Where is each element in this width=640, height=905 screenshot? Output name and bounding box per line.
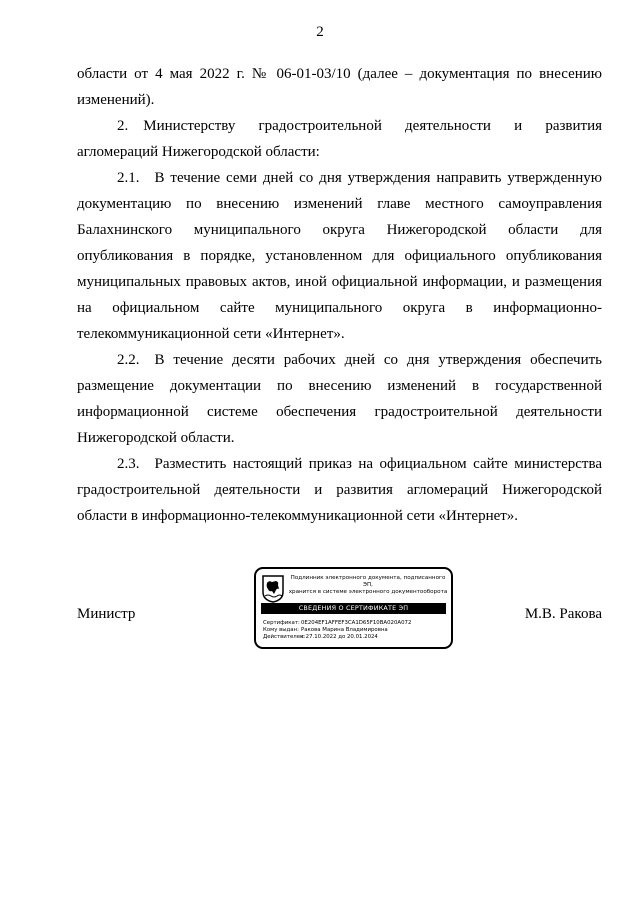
stamp-issued-to-value: Ракова Марина Владимировна <box>301 627 388 633</box>
stamp-issued-to-label: Кому выдан: <box>263 627 299 633</box>
stamp-header-line-2: хранится в системе электронного документооборота <box>288 589 448 595</box>
coat-of-arms-icon <box>262 575 284 603</box>
stamp-valid-label: Действителен: <box>263 634 306 640</box>
stamp-valid-row <box>263 634 448 641</box>
stamp-certificate-value: 0E204EF1AFFEF3CA1D65F10BA020A072 <box>301 620 412 626</box>
paragraph-item-2-1: 2.1. В течение семи дней со дня утверждения направить утвержденную документацию по внесению изменений главе местного самоуправления Балахнинского муниципального округа Нижегородской области для опубликования в порядке, установленном для официального опубликования муниципальных правовых актов, иной официальной информации, и размещения на официальном сайте муниципального округа в информационно-телекоммуникационной сети «Интернет». <box>77 170 602 342</box>
paragraph-item-2: 2. Министерству градостроительной деятельности и развития агломераций Нижегородской области: <box>77 118 602 160</box>
paragraph-continuation: области от 4 мая 2022 г. № 06-01-03/10 (далее – документация по внесению изменений). <box>77 66 602 108</box>
stamp-valid-value: с 27.10.2022 до 20.01.2024 <box>301 634 378 640</box>
stamp-details <box>263 620 448 641</box>
stamp-certificate-label: Сертификат: <box>263 620 300 626</box>
stamp-header <box>288 575 448 596</box>
stamp-certificate-row <box>263 620 448 627</box>
paragraph-item-2-2: 2.2. В течение десяти рабочих дней со дня утверждения обеспечить размещение документации по внесению изменений в государственной информационной системе обеспечения градостроительной деятельности Нижегородской области. <box>77 352 602 446</box>
stamp-issued-to-row <box>263 627 448 634</box>
paragraph-item-2-3: 2.3. Разместить настоящий приказ на официальном сайте министерства градостроительной деятельности и развития агломераций Нижегородской области в информационно-телекоммуникационной сети «Интернет». <box>77 456 602 524</box>
stamp-header-line-1: Подлинник электронного документа, подписанного ЭП, <box>290 575 446 588</box>
signatory-position: Министр <box>77 606 136 622</box>
page-number: 2 <box>316 24 324 40</box>
stamp-title: СВЕДЕНИЯ О СЕРТИФИКАТЕ ЭП <box>261 603 446 614</box>
signatory-name: М.В. Ракова <box>524 606 602 622</box>
document-body <box>77 61 602 529</box>
electronic-signature-stamp <box>254 567 453 649</box>
